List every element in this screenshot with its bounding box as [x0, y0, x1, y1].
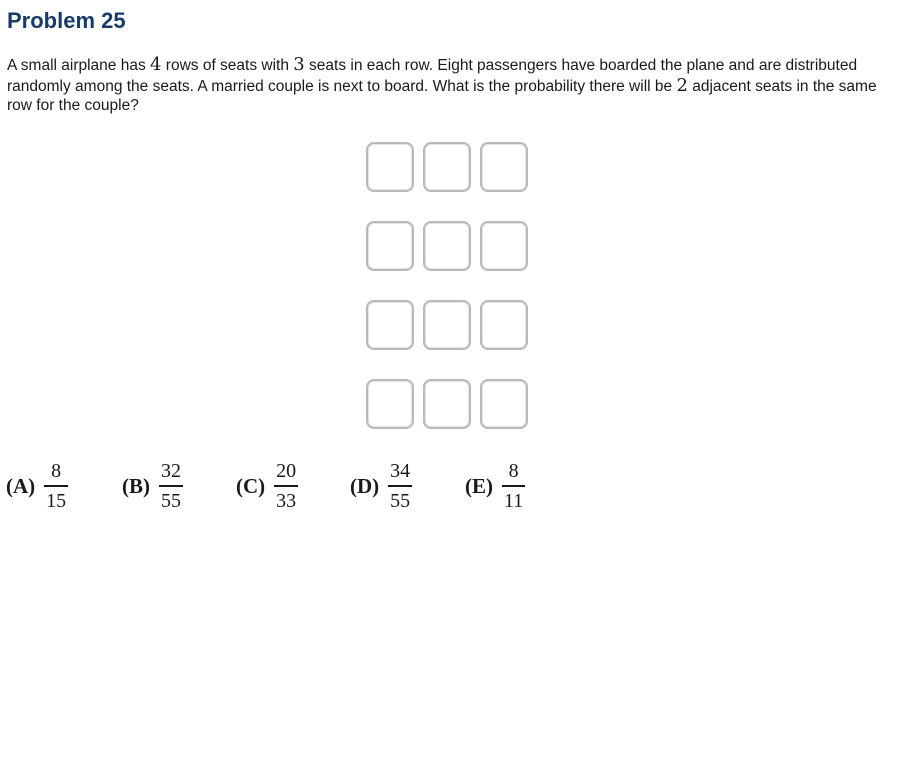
numerator: 8 — [508, 460, 519, 483]
choice-b[interactable] — [122, 456, 183, 516]
fraction — [44, 461, 68, 510]
numerator: 34 — [390, 460, 411, 483]
seat — [480, 300, 528, 350]
numerator: 20 — [276, 460, 297, 483]
choice-label: (D) — [350, 473, 380, 498]
fraction — [502, 461, 525, 510]
fraction — [159, 461, 183, 510]
problem-text: seats in each row. Eight passengers have boarded the plane and are distributed randomly among the seats. A married couple is next to board. What is the probability there will be — [7, 57, 858, 95]
seat — [480, 221, 528, 271]
seat-diagram — [364, 140, 538, 434]
math-number: 3 — [293, 54, 305, 75]
seat — [480, 142, 528, 192]
denominator: 33 — [276, 489, 297, 512]
fraction — [274, 461, 298, 510]
seat — [366, 142, 414, 192]
denominator: 55 — [161, 489, 181, 512]
denominator: 11 — [504, 489, 524, 512]
denominator: 55 — [390, 489, 411, 512]
seat — [423, 221, 471, 271]
problem-text: rows of seats with — [161, 57, 294, 74]
seat — [423, 379, 471, 429]
choice-c[interactable] — [236, 456, 298, 516]
choice-a[interactable] — [6, 456, 68, 516]
choice-label: (E) — [465, 473, 493, 498]
choice-label: (B) — [122, 473, 150, 498]
math-number: 2 — [676, 74, 688, 96]
problem-statement — [7, 55, 892, 116]
choice-label: (A) — [6, 473, 36, 498]
seat — [423, 300, 471, 350]
numerator: 32 — [161, 460, 181, 483]
seat — [366, 300, 414, 350]
fraction — [388, 461, 412, 510]
seat — [480, 379, 528, 429]
seat — [366, 379, 414, 429]
choice-d[interactable] — [350, 456, 412, 516]
choice-label: (C) — [236, 473, 266, 498]
seat — [366, 221, 414, 271]
choice-e[interactable] — [465, 456, 525, 516]
denominator: 15 — [46, 489, 67, 512]
problem-text: adjacent seats in the same row for the couple? — [7, 77, 877, 114]
math-number: 4 — [150, 54, 162, 75]
seat — [423, 142, 471, 192]
numerator: 8 — [51, 460, 62, 483]
problem-title: Problem 25 — [7, 8, 126, 33]
problem-text: A small airplane has — [7, 57, 151, 74]
